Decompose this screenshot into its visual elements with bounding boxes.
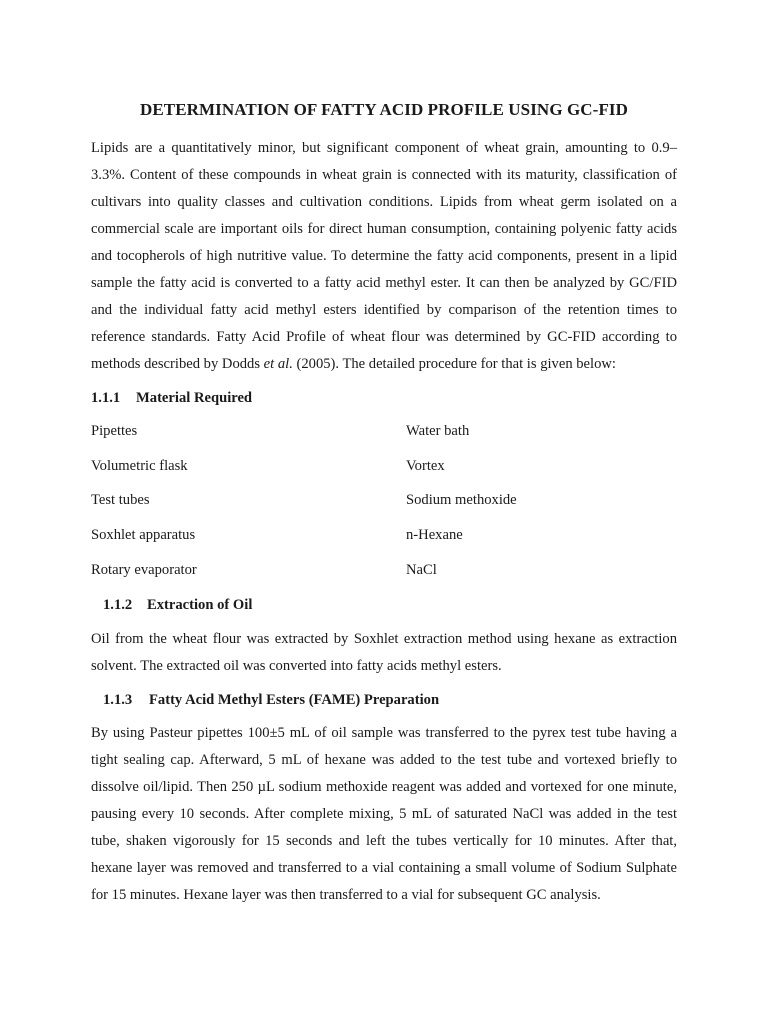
intro-text-end: (2005). The detailed procedure for that is given below: (292, 356, 616, 372)
material-item: n-Hexane (406, 527, 463, 544)
fame-preparation-paragraph: By using Pasteur pipettes 100±5 mL of oil sample was transferred to the pyrex test tube having a tight sealing cap. Afterward, 5 mL of hexane was added to the test tube and vortexed briefly to dissolve oil/lipid. Then 250 µL sodium methoxide reagent was added and vortexed for one minute, pausing every 10 seconds. After complete mixing, 5 mL of saturated NaCl was added in the test tube, shaken vigorously for 15 seconds and left the tubes vertically for 10 minutes. After that, hexane layer was removed and transferred to a vial containing a small volume of Sodium Sulphate for 15 minutes. Hexane layer was then transferred to a vial for subsequent GC analysis. (91, 725, 677, 903)
section-title: Fatty Acid Methyl Esters (FAME) Preparation (149, 692, 440, 708)
material-item: Rotary evaporator (91, 561, 197, 578)
material-row (91, 490, 677, 525)
section-heading-fame-preparation (103, 690, 439, 710)
materials-list (91, 421, 677, 594)
intro-text-main: Lipids are a quantitatively minor, but significant component of wheat grain, amounting to 0.9–3.3%. Content of these compounds in wheat grain is connected with its maturity, classification of cultivars into quality classes and cultivation conditions. Lipids from wheat germ isolated on a commercial scale are important oils for direct human consumption, containing polyenic fatty acids and tocopherols of high nutritive value. To determine the fatty acid components, present in a lipid sample the fatty acid is converted to a fatty acid methyl ester. It can then be analyzed by GC/FID and the individual fatty acid methyl esters identified by comparison of the retention times to reference standards. Fatty Acid Profile of wheat flour was determined by GC-FID according to methods described by Dodds (91, 140, 677, 372)
extraction-paragraph: Oil from the wheat flour was extracted by Soxhlet extraction method using hexane as extraction solvent. The extracted oil was converted into fatty acids methyl esters. (91, 631, 677, 674)
intro-paragraph (91, 135, 677, 378)
material-row (91, 456, 677, 491)
material-item: Water bath (406, 423, 470, 439)
section-heading-material-required (91, 388, 252, 408)
section-number: 1.1.2 (103, 597, 133, 613)
material-item: Sodium methoxide (406, 492, 517, 509)
material-item: Soxhlet apparatus (91, 527, 196, 544)
material-item: Test tubes (91, 492, 150, 509)
material-row (91, 525, 677, 560)
material-item: Pipettes (91, 423, 138, 439)
section-heading-extraction-of-oil (103, 595, 252, 615)
document-title: DETERMINATION OF FATTY ACID PROFILE USING GC-FID (139, 100, 629, 119)
intro-citation-italic: et al. (263, 356, 293, 372)
material-row (91, 560, 677, 595)
material-item: Volumetric flask (91, 457, 188, 474)
section-title: Material Required (136, 390, 253, 406)
material-item: NaCl (406, 561, 437, 578)
section-number: 1.1.3 (103, 692, 133, 708)
material-item: Vortex (406, 457, 445, 474)
section-title: Extraction of Oil (147, 597, 253, 613)
material-row (91, 421, 677, 456)
section-number: 1.1.1 (91, 390, 121, 406)
